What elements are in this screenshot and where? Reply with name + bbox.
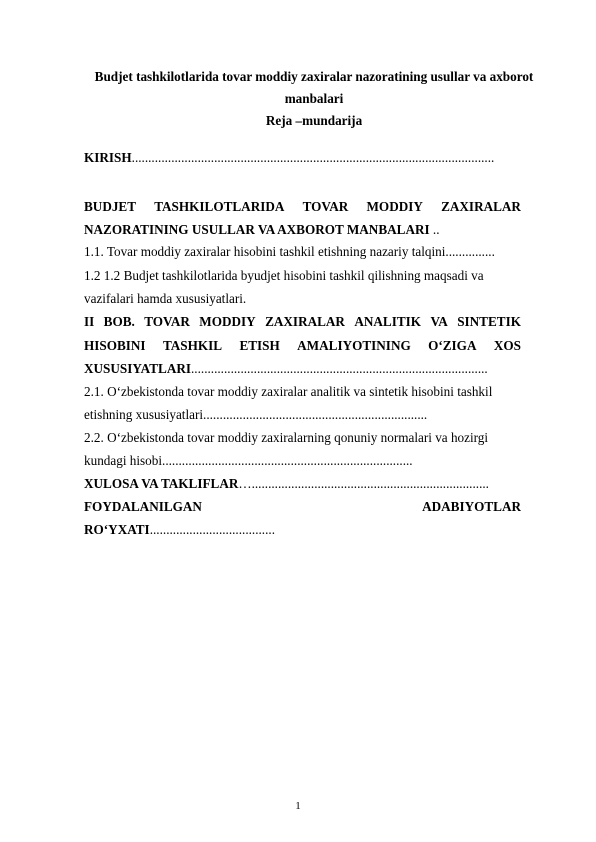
toc-chapter-2-line-3: [84, 359, 521, 379]
toc-leader-dots: ......................................: [149, 522, 275, 537]
toc-leader-dots: …........................................................................: [238, 476, 489, 491]
toc-word: ZAXIRALAR: [265, 314, 345, 329]
toc-word: TOVAR: [302, 199, 349, 214]
toc-entry-label: XULOSA VA TAKLIFLAR: [84, 476, 239, 491]
toc-section-2-1-line-1: 2.1. O‘zbekistonda tovar moddiy zaxiralar analitik va sintetik hisobini tashkil: [84, 384, 493, 399]
toc-leader-dots: ..: [429, 222, 440, 237]
toc-entry-label: RO‘YXATI: [84, 522, 150, 537]
toc-leader-dots: ..............................................................................................................: [131, 150, 495, 165]
toc-word: MODDIY: [366, 199, 423, 214]
toc-section-1-1: 1.1. Tovar moddiy zaxiralar hisobini tashkil etishning nazariy talqini...............: [84, 244, 495, 259]
page-number: 1: [295, 800, 301, 812]
toc-word: FOYDALANILGAN: [84, 499, 202, 514]
toc-word: ZAXIRALAR: [441, 199, 521, 214]
toc-section-2-1-line-2: etishning xususiyatlari....................................................................: [84, 407, 428, 422]
toc-word: SINTETIK: [457, 314, 521, 329]
toc-word: II: [84, 314, 95, 329]
toc-section-2-2-line-2: kundagi hisobi............................................................................: [84, 453, 413, 468]
toc-word: HISOBINI: [84, 338, 146, 353]
toc-word: MODDIY: [199, 314, 256, 329]
toc-entry-label: NAZORATINING USULLAR VA AXBOROT MANBALARI: [84, 222, 430, 237]
toc-section-2-2-line-1: 2.2. O‘zbekistonda tovar moddiy zaxiralarning qonuniy normalari va hozirgi: [84, 430, 489, 445]
toc-entry-kirish: [84, 148, 521, 168]
toc-entry-royxati: [84, 520, 521, 540]
toc-leader-dots: ..........................................................................................: [191, 361, 488, 376]
toc-section-1-2-line-1: 1.2 1.2 Budjet tashkilotlarida byudjet hisobini tashkil qilishning maqsadi va: [84, 268, 484, 283]
toc-word: XOS: [493, 338, 521, 353]
toc-word: VA: [430, 314, 448, 329]
toc-section-1-2-line-2: vazifalari hamda xususiyatlari.: [84, 291, 247, 306]
toc-chapter-1-line-1: [84, 197, 521, 217]
toc-word: ADABIYOTLAR: [422, 499, 521, 514]
toc-word: BOB.: [103, 314, 135, 329]
document-title-line-2: manbalari: [284, 91, 344, 106]
toc-word: TASHKILOTLARIDA: [154, 199, 285, 214]
toc-word: AMALIYOTINING: [297, 338, 411, 353]
toc-chapter-2-line-1: [84, 312, 521, 332]
toc-entry-label: XUSUSIYATLARI: [84, 361, 191, 376]
toc-word: ANALITIK: [354, 314, 422, 329]
toc-word: TOVAR: [144, 314, 190, 329]
toc-word: ETISH: [239, 338, 280, 353]
toc-entry-xulosa: [84, 474, 521, 494]
toc-entry-foydalanilgan: [84, 497, 521, 517]
toc-entry-label: KIRISH: [84, 150, 132, 165]
document-title-line-1: Budjet tashkilotlarida tovar moddiy zaxiralar nazoratining usullar va axborot: [94, 69, 534, 84]
toc-word: BUDJET: [84, 199, 137, 214]
toc-heading: Reja –mundarija: [265, 113, 363, 128]
toc-chapter-2-line-2: [84, 336, 521, 356]
toc-chapter-1-line-2: [84, 220, 521, 240]
toc-word: TASHKIL: [162, 338, 223, 353]
toc-word: O‘ZIGA: [428, 338, 477, 353]
